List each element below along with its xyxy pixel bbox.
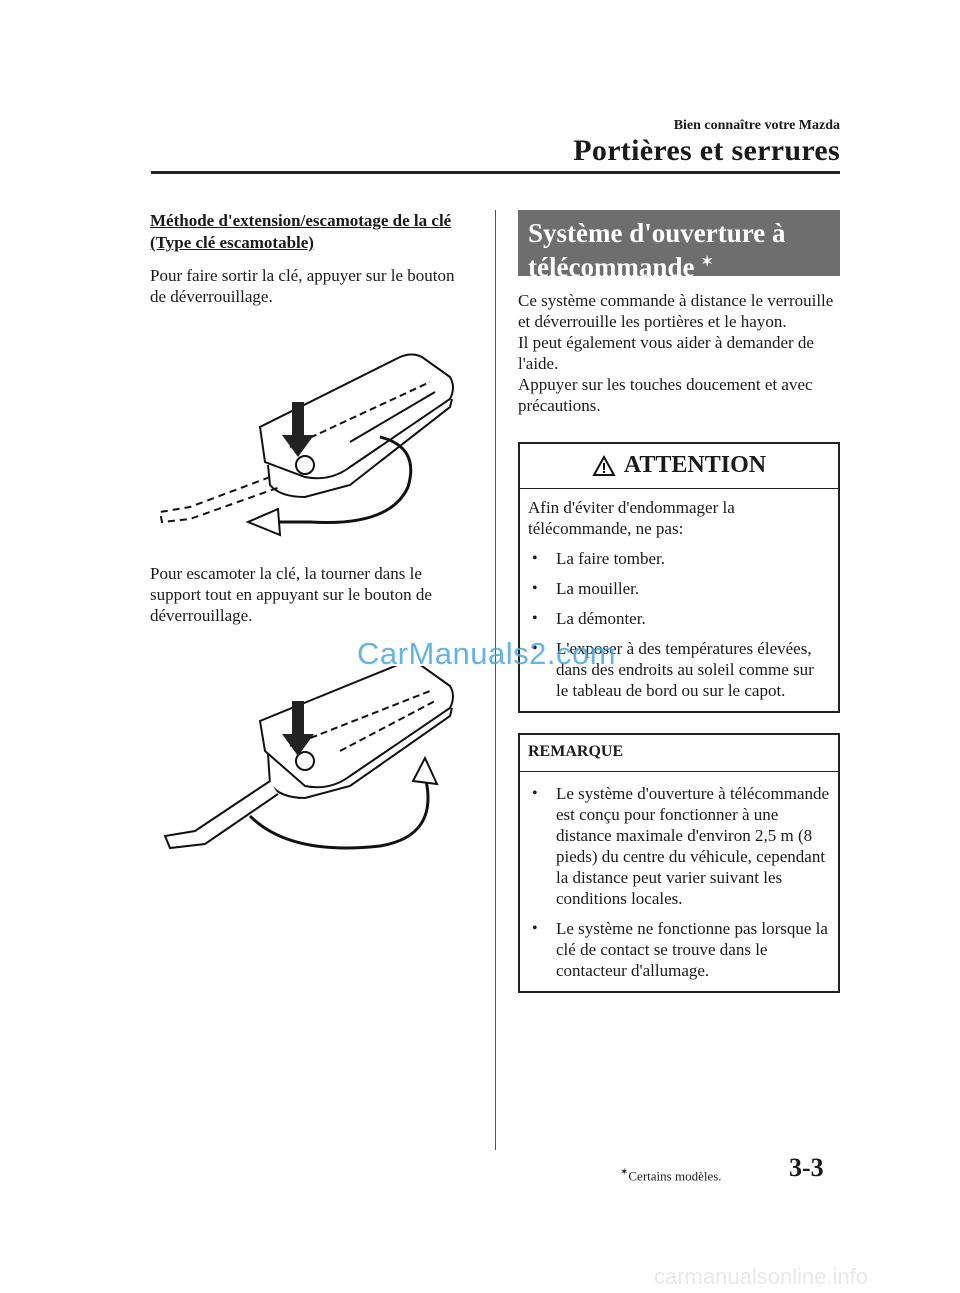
section-heading (518, 210, 840, 282)
list-item: • La faire tomber. (528, 548, 830, 569)
remarque-body (520, 772, 838, 991)
list-item: • L'exposer à des températures élevées, dans des endroits au soleil comme sur le tableau de bord ou sur le capot. (528, 638, 830, 701)
retract-instruction: Pour escamoter la clé, la tourner dans le support tout en appuyant sur le bouton de déverrouillage. (150, 564, 432, 625)
attention-header (520, 444, 838, 489)
optional-equipment-mark: ✶ (701, 255, 713, 270)
header-subtitle: Bien connaître votre Mazda (673, 118, 840, 133)
footnote-text: Certains modèles. (628, 1168, 722, 1184)
footnote (620, 1167, 722, 1184)
watermark-overlay: CarManuals2.com (357, 636, 617, 671)
list-item: • La démonter. (528, 608, 830, 629)
column-divider (495, 210, 496, 1150)
extend-instruction: Pour faire sortir la clé, appuyer sur le bouton de déverrouillage. (150, 266, 455, 306)
intro-line-2: Il peut également vous aider à demander de l'aide. (518, 333, 814, 373)
list-item: • Le système d'ouverture à télécommande est conçu pour fonctionner à une distance maximale d'environ 2,5 m (8 pieds) du centre du véhicule, cependant la distance peut varier suivant les conditions locales. (528, 783, 830, 909)
list-item: • La mouiller. (528, 578, 830, 599)
header-title: Portières et serrures (573, 134, 840, 167)
left-column (150, 210, 465, 876)
key-method-heading: Méthode d'extension/escamotage de la clé (Type clé escamotable) (150, 211, 452, 252)
list-item: • Le système ne fonctionne pas lorsque la clé de contact se trouve dans le contacteur d'allumage. (528, 918, 830, 981)
remarque-title: REMARQUE (520, 735, 838, 772)
page-number: 3-3 (789, 1153, 824, 1182)
attention-body (520, 489, 838, 711)
intro-line-1: Ce système commande à distance le verrouille et déverrouille les portières et le hayon. (518, 291, 834, 331)
attention-title: ATTENTION (623, 452, 767, 478)
key-retract-illustration (150, 666, 465, 876)
warning-triangle-icon (592, 455, 616, 477)
source-watermark: carmanualsonline.info (654, 1264, 869, 1289)
remarque-box (518, 733, 840, 993)
attention-lead: Afin d'éviter d'endommager la télécommande, ne pas: (528, 498, 735, 538)
section-title: Système d'ouverture à télécommande (528, 218, 786, 282)
intro-line-3: Appuyer sur les touches doucement et avec précautions. (518, 375, 813, 415)
header-rule (151, 171, 840, 174)
key-extend-illustration (150, 347, 465, 547)
attention-list (528, 548, 830, 701)
footnote-mark: ✶ (620, 1167, 629, 1178)
right-column (518, 210, 840, 993)
attention-box (518, 442, 840, 713)
remarque-list (528, 783, 830, 981)
